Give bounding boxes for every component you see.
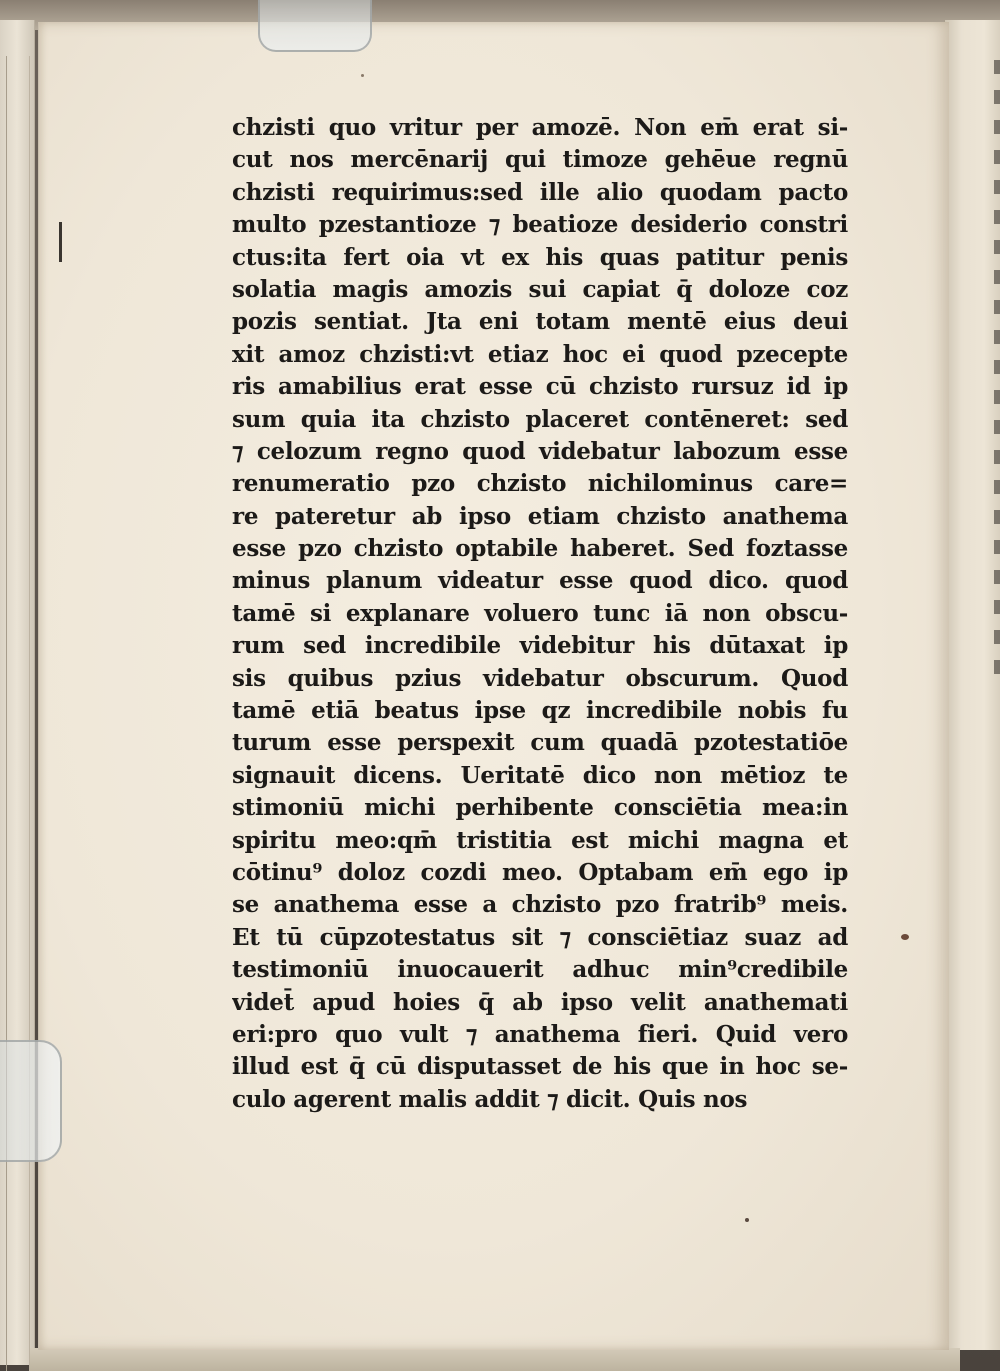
text-line: minus planum videatur esse quod dico. quod <box>232 567 848 595</box>
text-line: ris amabilius erat esse cū chzisto rursuz id ip <box>232 373 848 401</box>
text-line: chzisti quo vritur per amozē. Non em̄ erat si- <box>232 114 848 141</box>
text-line: sum quia ita chzisto placeret contēneret: sed <box>232 405 848 433</box>
text-line: solatia magis amozis sui capiat q̄ doloze coz <box>232 275 848 303</box>
text-line: Et tū cūpzotestatus sit ⁊ consciētiaz suaz ad <box>232 923 848 951</box>
text-line: re pateretur ab ipso etiam chzisto anathema <box>232 502 848 530</box>
page-speck <box>361 74 364 77</box>
cover-left-edge <box>0 20 35 1365</box>
text-line: ctus:ita fert oia vt ex his quas patitur penis <box>232 243 848 271</box>
text-line: tamē si explanare voluero tunc iā non obscu- <box>232 599 848 627</box>
page-speck <box>901 934 909 940</box>
text-line: videt̄ apud hoies q̄ ab ipso velit anathemati <box>232 988 848 1016</box>
text-line: rum sed incredibile videbitur his dūtaxat ip <box>232 632 848 660</box>
cover-left-inner-edge <box>6 56 30 1371</box>
text-line: tamē etiā beatus ipse qz incredibile nobis fu <box>232 697 848 725</box>
text-line: sis quibus pzius videbatur obscurum. Quod <box>232 664 848 692</box>
page-bottom-edge <box>30 1348 960 1371</box>
text-line: culo agerent malis addit ⁊ dicit. Quis nos <box>232 1085 748 1113</box>
plastic-clip-left <box>0 1040 62 1162</box>
text-line: eri:pro quo vult ⁊ anathema fieri. Quid vero <box>232 1020 848 1048</box>
text-line: chzisti requirimus:sed ille alio quodam pacto <box>232 178 848 206</box>
text-line: testimoniū inuocauerit adhuc min⁹credibile <box>232 956 848 984</box>
text-line: se anathema esse a chzisto pzo fratrib⁹ meis. <box>232 891 848 919</box>
text-line: cut nos mercēnarij qui timoze gehēue regnū <box>232 146 848 174</box>
adjacent-page-edge <box>944 20 1000 1350</box>
plastic-clip-top <box>258 0 372 52</box>
text-line: stimoniū michi perhibente consciētia mea:in <box>232 794 848 822</box>
text-line: spiritu meo:qm̄ tristitia est michi magna et <box>232 826 848 854</box>
text-line: illud est q̄ cū disputasset de his que in hoc se- <box>232 1053 848 1081</box>
margin-mark <box>59 222 62 262</box>
text-line: pozis sentiat. Jta eni totam mentē eius deui <box>232 308 848 336</box>
text-line: turum esse perspexit cum quadā pzotestatiōe <box>232 729 848 757</box>
text-line: xit amoz chzisti:vt etiaz hoc ei quod pzecepte <box>232 340 848 368</box>
page-speck <box>745 1218 749 1222</box>
text-line: renumeratio pzo chzisto nichilominus care= <box>232 470 848 498</box>
text-line: signauit dicens. Ueritatē dico non mētioz te <box>232 761 848 789</box>
page-text-block <box>232 112 848 1116</box>
text-line: multo pzestantioze ⁊ beatioze desiderio constri <box>232 211 848 239</box>
text-line: ⁊ celozum regno quod videbatur labozum esse <box>232 437 848 465</box>
text-line: esse pzo chzisto optabile haberet. Sed foztasse <box>232 535 848 563</box>
adjacent-page-text-edge <box>994 60 1000 680</box>
text-line: cōtinu⁹ doloz cozdi meo. Optabam em̄ ego ip <box>232 858 848 886</box>
